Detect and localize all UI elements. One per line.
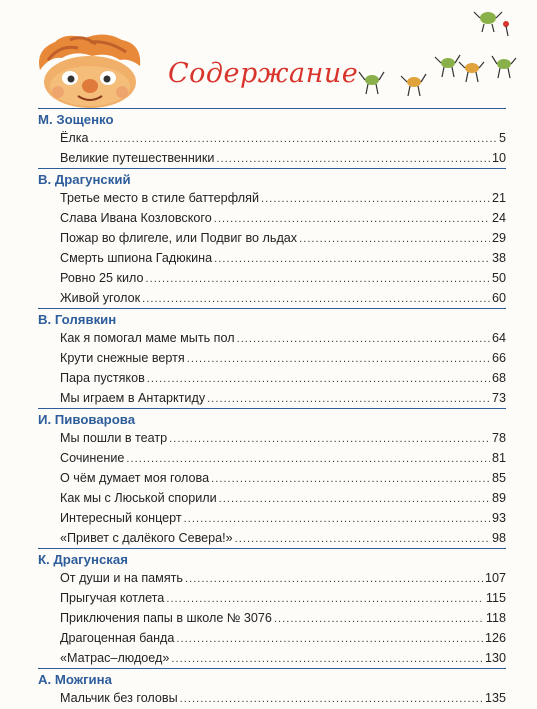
toc-entry-title: Смерть шпиона Гадюкина xyxy=(60,251,213,265)
toc-entry-title: Третье место в стиле баттерфляй xyxy=(60,191,259,205)
toc-entry xyxy=(38,228,506,248)
toc-entry-page: 10 xyxy=(491,151,506,165)
toc-entry-title: «Привет с далёкого Севера!» xyxy=(60,531,233,545)
toc-entry-title: Мальчик без головы xyxy=(60,691,178,705)
dot-leader xyxy=(126,449,490,469)
toc-entry-title: Сочинение xyxy=(60,451,125,465)
toc-entry xyxy=(38,428,506,448)
dot-leader xyxy=(274,609,484,629)
toc-entry-title: О чём думает моя голова xyxy=(60,471,210,485)
toc-entry-title: Мы играем в Антарктиду xyxy=(60,391,206,405)
toc-entry-title: Приключения папы в школе № 3076 xyxy=(60,611,272,625)
toc-entry-title: Слава Ивана Козловского xyxy=(60,211,212,225)
toc-entry xyxy=(38,588,506,608)
toc-entry-page: 130 xyxy=(484,651,506,665)
toc-entry-title: Пожар во флигеле, или Подвиг во льдах xyxy=(60,231,298,245)
toc-entry-page: 107 xyxy=(484,571,506,585)
dot-leader xyxy=(169,429,490,449)
toc-entry xyxy=(38,248,506,268)
toc-section xyxy=(38,108,506,168)
dot-leader xyxy=(219,489,490,509)
section-author-heading: А. Можгина xyxy=(38,668,506,688)
toc-entry-page: 115 xyxy=(485,591,506,605)
toc-entry-page: 78 xyxy=(491,431,506,445)
toc-entry xyxy=(38,328,506,348)
dot-leader xyxy=(176,629,483,649)
dot-leader xyxy=(166,589,484,609)
toc-entry xyxy=(38,128,506,148)
toc-entry-page: 5 xyxy=(498,131,506,145)
toc-entry xyxy=(38,268,506,288)
toc-entry xyxy=(38,508,506,528)
toc-entry xyxy=(38,528,506,548)
toc-section xyxy=(38,308,506,408)
toc-entry-page: 89 xyxy=(491,491,506,505)
toc-entry xyxy=(38,468,506,488)
toc-entry xyxy=(38,348,506,368)
toc-entry-title: Живой уголок xyxy=(60,291,141,305)
dot-leader xyxy=(207,389,490,409)
toc-entry-page: 118 xyxy=(485,611,506,625)
dot-leader xyxy=(142,289,490,309)
toc-section xyxy=(38,408,506,548)
toc-entry-page: 38 xyxy=(491,251,506,265)
toc-entry xyxy=(38,608,506,628)
toc-entry xyxy=(38,628,506,648)
toc-entry xyxy=(38,388,506,408)
toc-entry-title: «Матрас–людоед» xyxy=(60,651,170,665)
toc-entry-page: 24 xyxy=(491,211,506,225)
table-of-contents xyxy=(38,108,506,708)
toc-entry xyxy=(38,188,506,208)
dot-leader xyxy=(187,349,490,369)
toc-entry-page: 73 xyxy=(491,391,506,405)
toc-entry-page: 50 xyxy=(491,271,506,285)
toc-entry xyxy=(38,208,506,228)
toc-entry-page: 66 xyxy=(491,351,506,365)
toc-entry-title: Мы пошли в театр xyxy=(60,431,168,445)
toc-entry xyxy=(38,648,506,668)
toc-entry xyxy=(38,288,506,308)
dot-leader xyxy=(180,689,483,709)
section-author-heading: К. Драгунская xyxy=(38,548,506,568)
toc-entry-title: Пара пустяков xyxy=(60,371,145,385)
grasshopper-illustration xyxy=(358,0,528,105)
toc-section xyxy=(38,168,506,308)
toc-entry-page: 29 xyxy=(491,231,506,245)
boy-face-illustration xyxy=(30,30,150,110)
toc-entry-title: Прыгучая котлета xyxy=(60,591,165,605)
dot-leader xyxy=(214,209,490,229)
toc-entry-page: 98 xyxy=(491,531,506,545)
toc-entry-title: Как мы с Люськой спорили xyxy=(60,491,217,505)
dot-leader xyxy=(184,509,490,529)
toc-entry-page: 81 xyxy=(491,451,506,465)
dot-leader xyxy=(237,329,490,349)
toc-entry xyxy=(38,448,506,468)
toc-entry-page: 60 xyxy=(491,291,506,305)
page-header xyxy=(0,0,537,110)
toc-entry xyxy=(38,148,506,168)
toc-entry-page: 85 xyxy=(491,471,506,485)
toc-entry-title: Ровно 25 кило xyxy=(60,271,144,285)
toc-entry xyxy=(38,368,506,388)
dot-leader xyxy=(146,269,490,289)
dot-leader xyxy=(235,529,490,549)
toc-section xyxy=(38,668,506,708)
dot-leader xyxy=(216,149,490,169)
toc-entry-page: 68 xyxy=(491,371,506,385)
toc-entry-page: 21 xyxy=(491,191,506,205)
section-author-heading: И. Пивоварова xyxy=(38,408,506,428)
toc-entry-title: Как я помогал маме мыть пол xyxy=(60,331,235,345)
dot-leader xyxy=(91,129,497,149)
toc-entry xyxy=(38,688,506,708)
toc-entry-title: Великие путешественники xyxy=(60,151,215,165)
toc-entry-page: 126 xyxy=(484,631,506,645)
dot-leader xyxy=(147,369,490,389)
toc-entry xyxy=(38,488,506,508)
toc-entry-page: 93 xyxy=(491,511,506,525)
toc-entry-title: От души и на память xyxy=(60,571,183,585)
dot-leader xyxy=(261,189,490,209)
dot-leader xyxy=(171,649,483,669)
toc-entry-page: 64 xyxy=(491,331,506,345)
toc-section xyxy=(38,548,506,668)
dot-leader xyxy=(185,569,483,589)
section-author-heading: В. Голявкин xyxy=(38,308,506,328)
section-author-heading: М. Зощенко xyxy=(38,108,506,128)
toc-entry-title: Ёлка xyxy=(60,131,89,145)
toc-entry xyxy=(38,568,506,588)
toc-entry-title: Драгоценная банда xyxy=(60,631,175,645)
page-title: Содержание xyxy=(168,58,359,89)
toc-entry-page: 135 xyxy=(484,691,506,705)
dot-leader xyxy=(214,249,490,269)
dot-leader xyxy=(299,229,490,249)
dot-leader xyxy=(211,469,490,489)
section-author-heading: В. Драгунский xyxy=(38,168,506,188)
toc-entry-title: Крути снежные вертя xyxy=(60,351,185,365)
toc-entry-title: Интересный концерт xyxy=(60,511,182,525)
